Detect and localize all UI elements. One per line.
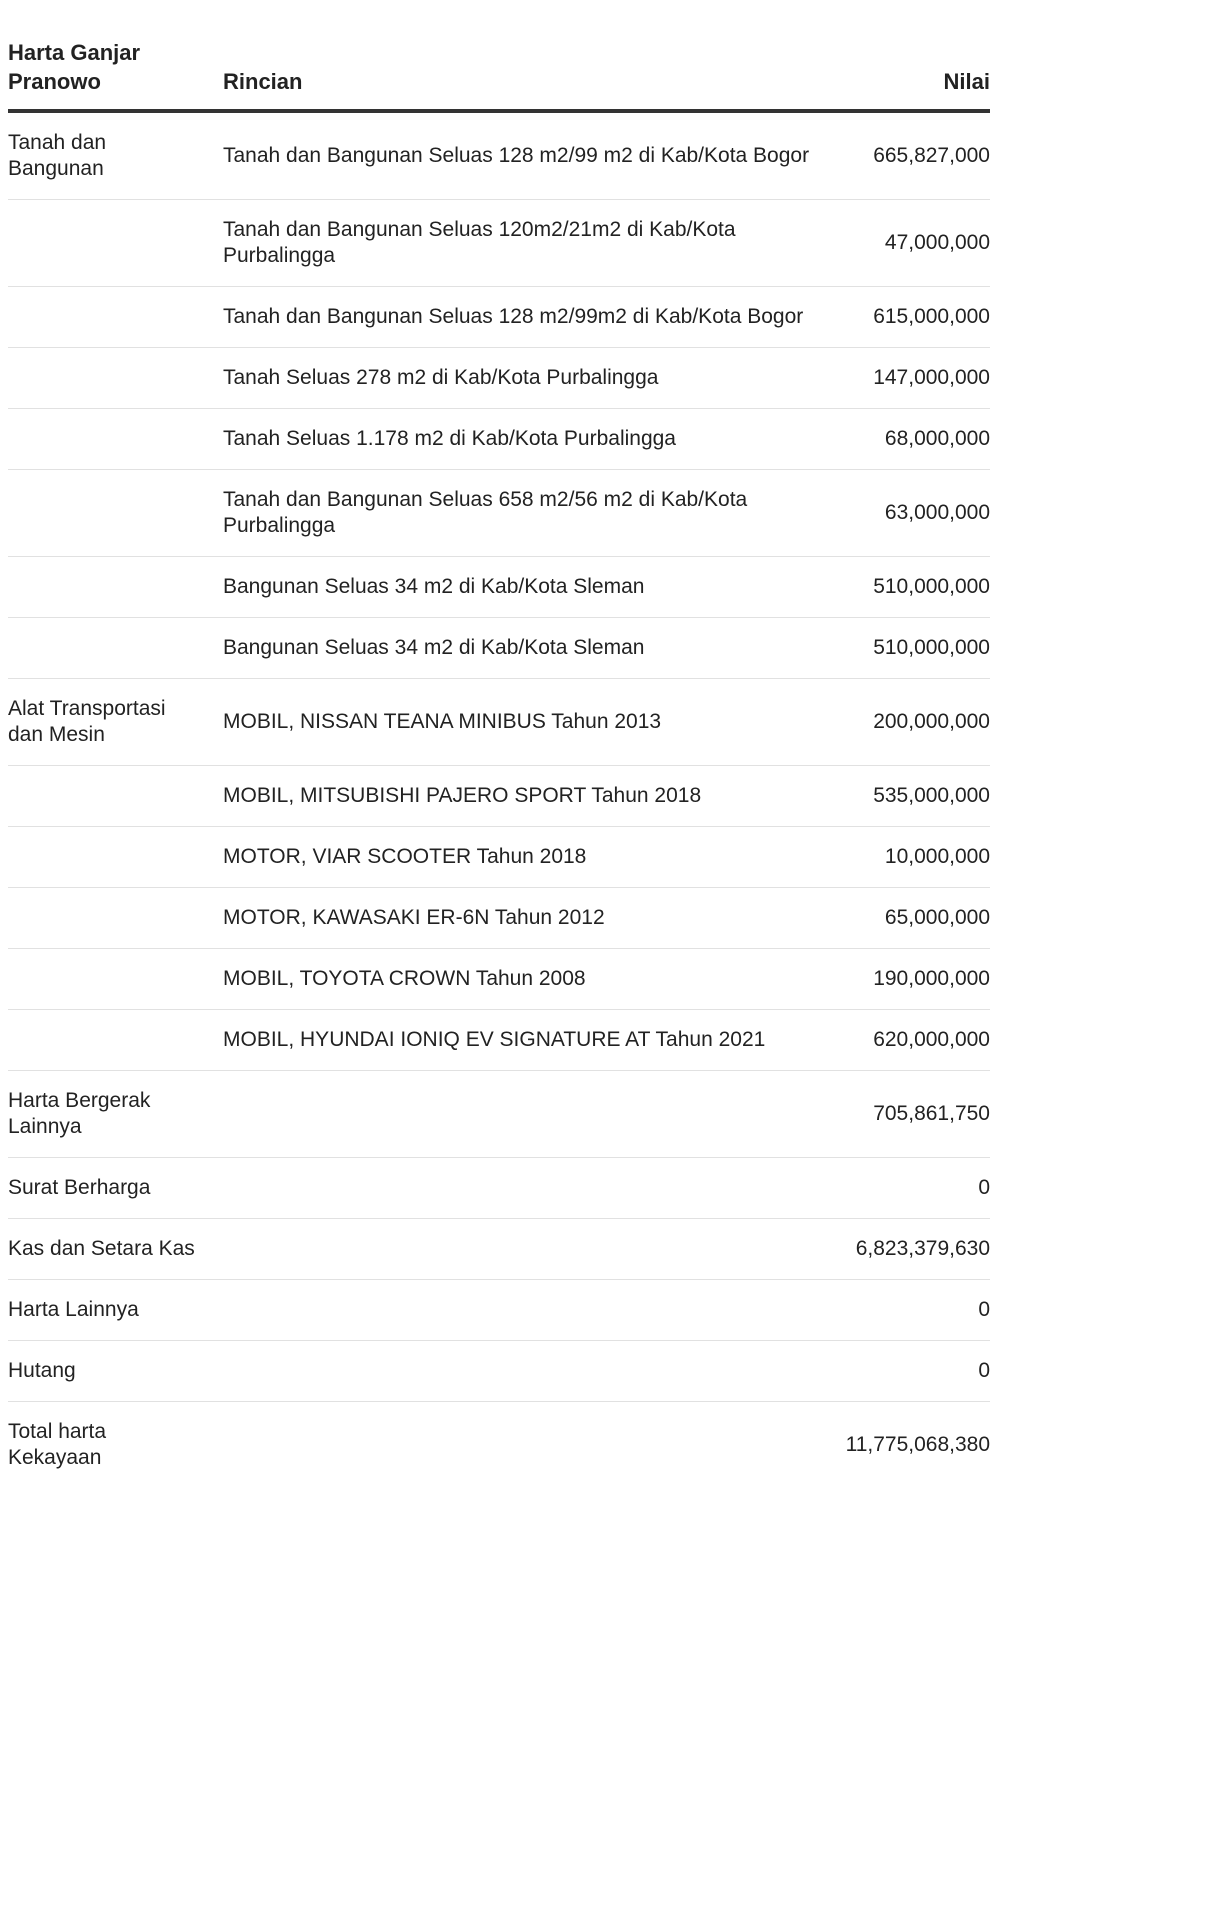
row-value: 65,000,000 (830, 888, 990, 949)
row-detail: MOBIL, TOYOTA CROWN Tahun 2008 (223, 949, 830, 1010)
table-row (8, 618, 990, 679)
row-detail (223, 1158, 830, 1219)
row-category (8, 200, 223, 287)
table-row (8, 1280, 990, 1341)
total-row (8, 1402, 990, 1489)
row-category: Surat Berharga (8, 1158, 223, 1219)
row-category (8, 949, 223, 1010)
row-category (8, 1010, 223, 1071)
row-value: 200,000,000 (830, 679, 990, 766)
row-category (8, 470, 223, 557)
table-header (8, 0, 990, 111)
row-detail: MOBIL, MITSUBISHI PAJERO SPORT Tahun 2018 (223, 766, 830, 827)
table-row (8, 766, 990, 827)
table-row (8, 888, 990, 949)
row-detail (223, 1280, 830, 1341)
row-value: 615,000,000 (830, 287, 990, 348)
table-row (8, 557, 990, 618)
row-detail (223, 1071, 830, 1158)
asset-table (8, 0, 990, 1488)
row-value: 510,000,000 (830, 618, 990, 679)
header-category: Harta Ganjar Pranowo (8, 0, 223, 111)
total-value: 11,775,068,380 (845, 1433, 990, 1456)
row-detail: Tanah dan Bangunan Seluas 658 m2/56 m2 di Kab/Kota Purbalingga (223, 470, 830, 557)
row-category: Kas dan Setara Kas (8, 1219, 223, 1280)
row-value: 190,000,000 (830, 949, 990, 1010)
row-value: 10,000,000 (830, 827, 990, 888)
table-row (8, 200, 990, 287)
row-category (8, 557, 223, 618)
row-detail (223, 1219, 830, 1280)
table-row (8, 827, 990, 888)
table-row (8, 287, 990, 348)
row-detail: MOTOR, VIAR SCOOTER Tahun 2018 (223, 827, 830, 888)
table-row (8, 470, 990, 557)
row-detail: Tanah Seluas 1.178 m2 di Kab/Kota Purbalingga (223, 409, 830, 470)
row-category: Harta Bergerak Lainnya (8, 1071, 223, 1158)
table-row (8, 348, 990, 409)
row-value: 0 (830, 1341, 990, 1402)
row-detail: Bangunan Seluas 34 m2 di Kab/Kota Sleman (223, 557, 830, 618)
table-row (8, 1219, 990, 1280)
row-category: Alat Transportasi dan Mesin (8, 679, 223, 766)
table-row (8, 1010, 990, 1071)
total-label: Total harta Kekayaan (8, 1420, 107, 1469)
header-row (8, 0, 990, 111)
row-category: Harta Lainnya (8, 1280, 223, 1341)
table-row (8, 1158, 990, 1219)
row-detail: MOBIL, NISSAN TEANA MINIBUS Tahun 2013 (223, 679, 830, 766)
row-detail: Bangunan Seluas 34 m2 di Kab/Kota Sleman (223, 618, 830, 679)
row-detail: MOBIL, HYUNDAI IONIQ EV SIGNATURE AT Tahun 2021 (223, 1010, 830, 1071)
row-value: 147,000,000 (830, 348, 990, 409)
header-detail: Rincian (223, 0, 830, 111)
row-detail: Tanah dan Bangunan Seluas 128 m2/99 m2 di Kab/Kota Bogor (223, 111, 830, 200)
table-row (8, 1071, 990, 1158)
row-value: 705,861,750 (830, 1071, 990, 1158)
table-row (8, 679, 990, 766)
row-value: 47,000,000 (830, 200, 990, 287)
row-value: 6,823,379,630 (830, 1219, 990, 1280)
row-value: 0 (830, 1158, 990, 1219)
row-detail: MOTOR, KAWASAKI ER-6N Tahun 2012 (223, 888, 830, 949)
row-value: 68,000,000 (830, 409, 990, 470)
row-detail (223, 1402, 830, 1489)
row-category (8, 827, 223, 888)
row-value: 665,827,000 (830, 111, 990, 200)
row-detail (223, 1341, 830, 1402)
row-category (8, 888, 223, 949)
row-value: 0 (830, 1280, 990, 1341)
table-row (8, 949, 990, 1010)
row-category (8, 618, 223, 679)
row-value: 510,000,000 (830, 557, 990, 618)
row-value: 620,000,000 (830, 1010, 990, 1071)
table-body (8, 111, 990, 1488)
row-detail: Tanah dan Bangunan Seluas 120m2/21m2 di Kab/Kota Purbalingga (223, 200, 830, 287)
row-detail: Tanah Seluas 278 m2 di Kab/Kota Purbalingga (223, 348, 830, 409)
row-category (8, 348, 223, 409)
table-row (8, 409, 990, 470)
row-detail: Tanah dan Bangunan Seluas 128 m2/99m2 di Kab/Kota Bogor (223, 287, 830, 348)
row-value: 535,000,000 (830, 766, 990, 827)
row-category: Tanah dan Bangunan (8, 111, 223, 200)
table-row (8, 1341, 990, 1402)
row-value: 63,000,000 (830, 470, 990, 557)
header-value: Nilai (830, 0, 990, 111)
row-category: Hutang (8, 1341, 223, 1402)
table-row (8, 111, 990, 200)
row-category (8, 409, 223, 470)
row-category (8, 766, 223, 827)
row-category (8, 287, 223, 348)
